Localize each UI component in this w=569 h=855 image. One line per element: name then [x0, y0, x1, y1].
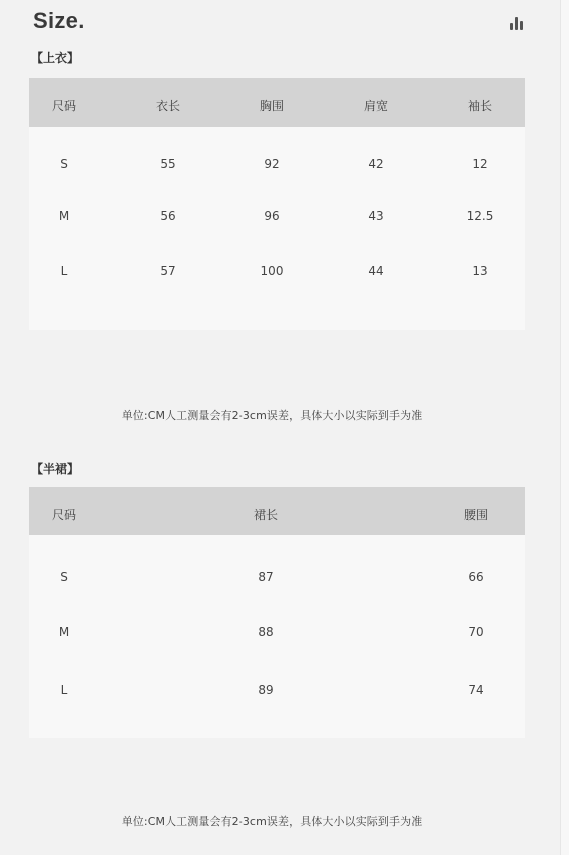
table-cell: 96 [264, 209, 280, 223]
table-cell: M [58, 625, 70, 639]
table-row [29, 157, 525, 177]
table-cell: L [60, 264, 68, 278]
section-label-top: 【上衣】 [31, 51, 80, 65]
table-cell: 13 [472, 264, 488, 278]
column-header: 裙长 [253, 508, 279, 522]
table-cell: L [60, 683, 68, 697]
table-header [29, 487, 525, 535]
table-cell: 12 [472, 157, 488, 171]
table-cell: 70 [468, 625, 484, 639]
table-cell: 43 [368, 209, 384, 223]
column-header: 肩宽 [363, 99, 389, 113]
page-edge [560, 0, 569, 855]
column-header: 胸围 [259, 99, 285, 113]
measurement-note: 单位:CM人工测量会有2-3cm误差，具体大小以实际到手为准 [121, 409, 423, 422]
table-cell: 55 [160, 157, 176, 171]
column-header: 腰围 [463, 508, 489, 522]
table-cell: 100 [260, 264, 284, 278]
skirt-size-table [29, 487, 525, 738]
table-cell: 74 [468, 683, 484, 697]
table-row [29, 264, 525, 284]
table-row [29, 209, 525, 229]
measurement-note: 单位:CM人工测量会有2-3cm误差，具体大小以实际到手为准 [121, 815, 423, 828]
table-row [29, 683, 525, 703]
column-header: 袖长 [467, 99, 493, 113]
column-header: 尺码 [51, 99, 77, 113]
table-cell: 89 [258, 683, 274, 697]
section-label-skirt: 【半裙】 [31, 462, 80, 476]
page-title: Size. [33, 8, 85, 33]
table-cell: 44 [368, 264, 384, 278]
bar-chart-icon[interactable] [510, 17, 524, 30]
table-cell: 42 [368, 157, 384, 171]
table-cell: S [60, 570, 68, 584]
column-header: 尺码 [51, 508, 77, 522]
table-cell: 12.5 [466, 209, 494, 223]
table-cell: 56 [160, 209, 176, 223]
table-cell: 92 [264, 157, 280, 171]
table-row [29, 570, 525, 590]
table-header [29, 78, 525, 127]
table-cell: S [60, 157, 68, 171]
table-cell: 88 [258, 625, 274, 639]
column-header: 衣长 [155, 99, 181, 113]
table-cell: M [58, 209, 70, 223]
table-cell: 87 [258, 570, 274, 584]
table-cell: 57 [160, 264, 176, 278]
table-row [29, 625, 525, 645]
top-size-table [29, 78, 525, 330]
table-cell: 66 [468, 570, 484, 584]
